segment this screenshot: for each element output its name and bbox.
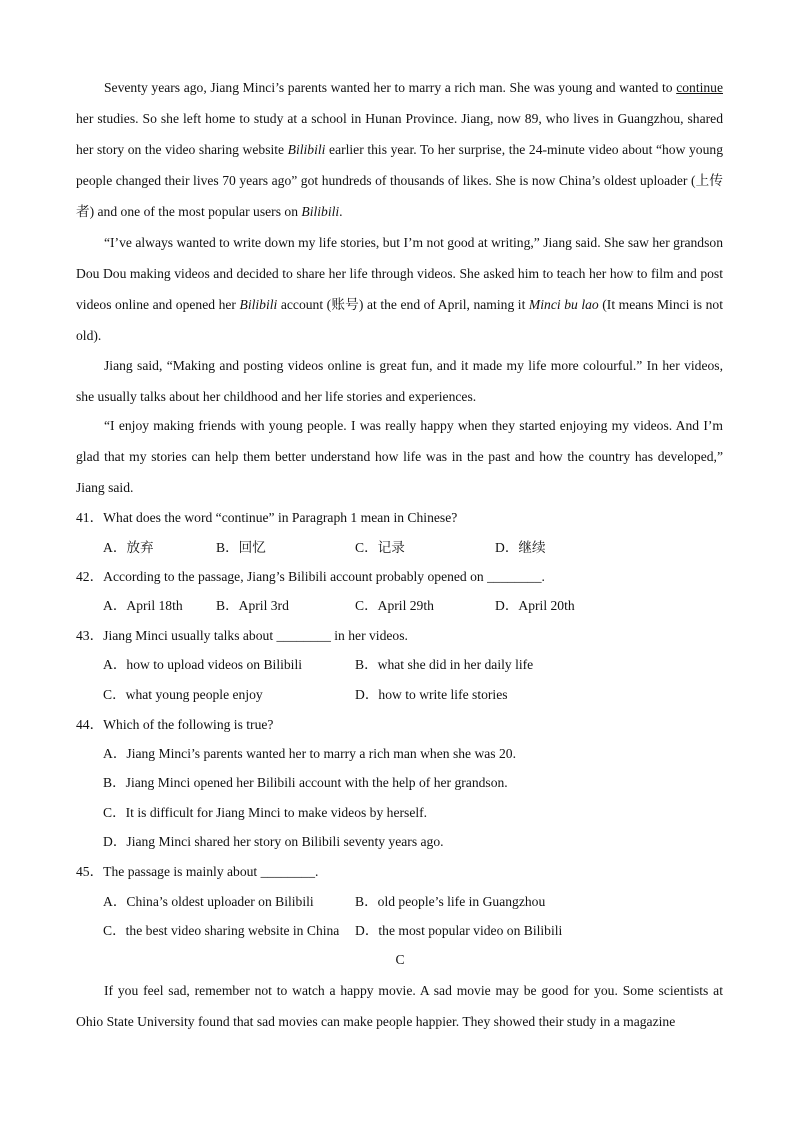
q42-option-d[interactable]: D．April 20th [495,598,575,613]
website-name: Bilibili [287,142,326,157]
question-44: 44．Which of the following is true? [76,717,274,732]
q42-option-c[interactable]: C．April 29th [355,598,434,613]
q45-option-b[interactable]: B．old people’s life in Guangzhou [355,894,546,909]
website-name: Bilibili [239,297,278,312]
website-name: Bilibili [301,204,340,219]
q45-option-d[interactable]: D．the most popular video on Bilibili [355,923,563,938]
q44-option-a[interactable]: A．Jiang Minci’s parents wanted her to marry a rich man when she was 20. [103,746,516,761]
paragraph-text: account (账号) at the end of April, naming it [277,297,529,312]
section-c-paragraph-1: If you feel sad, remember not to watch a happy movie. A sad movie may be good for you. Some scientists at Ohio State University found that sad movies can make people happier. They showed their study in a magazine [76,983,723,1029]
passage-paragraph-1 [76,72,723,227]
q41-option-c[interactable]: C．记录 [355,540,405,555]
question-43: 43．Jiang Minci usually talks about ________ in her videos. [76,628,408,643]
paragraph-text: . [339,204,343,219]
paragraph-text: (It means Minci is not old). [76,297,723,343]
q43-option-b[interactable]: B．what she did in her daily life [355,657,534,672]
underlined-word: continue [676,80,723,95]
q42-option-a[interactable]: A．April 18th [103,598,183,613]
passage-paragraph-3: Jiang said, “Making and posting videos online is great fun, and it made my life more colourful.” In her videos, she usually talks about her childhood and her life stories and experiences. [76,358,723,404]
q45-option-a[interactable]: A．China’s oldest uploader on Bilibili [103,894,314,909]
passage-paragraph-2 [76,227,723,351]
q41-option-d[interactable]: D．继续 [495,540,546,555]
account-name: Minci bu lao [528,297,599,312]
q41-option-a[interactable]: A．放弃 [103,540,154,555]
paragraph-text: earlier this year. To her surprise, the 24-minute video about “how young people changed their lives 70 years ago” got hundreds of thousands of likes. She is now China’s oldest uploader (上传者) and one of the most popular users on [76,142,723,219]
question-45: 45．The passage is mainly about ________. [76,864,319,879]
q43-option-a[interactable]: A．how to upload videos on Bilibili [103,657,302,672]
q45-option-c[interactable]: C．the best video sharing website in China [103,923,340,938]
paragraph-text: her studies. So she left home to study at a school in Hunan Province. Jiang, now 89, who lives in Guangzhou, shared her story on the video sharing website [76,111,723,157]
q43-option-c[interactable]: C．what young people enjoy [103,687,263,702]
question-41: 41．What does the word “continue” in Paragraph 1 mean in Chinese? [76,510,458,525]
q42-option-b[interactable]: B．April 3rd [216,598,289,613]
paragraph-text: Seventy years ago, Jiang Minci’s parents wanted her to marry a rich man. She was young and wanted to [104,80,677,95]
question-42: 42．According to the passage, Jiang’s Bilibili account probably opened on ________. [76,569,545,584]
q41-option-b[interactable]: B．回忆 [216,540,266,555]
passage-paragraph-4: “I enjoy making friends with young people. I was really happy when they started enjoying my videos. And I’m glad that my stories can help them better understand how life was in the past and how the country has developed,” Jiang said. [76,418,723,495]
q44-option-d[interactable]: D．Jiang Minci shared her story on Bilibili seventy years ago. [103,834,444,849]
paragraph-text: “I’ve always wanted to write down my life stories, but I’m not good at writing,” Jiang said. She saw her grandson Dou Dou making videos and decided to share her life through videos. She asked him to teach her how to film and post videos online and opened her [76,235,723,312]
q44-option-c[interactable]: C．It is difficult for Jiang Minci to make videos by herself. [103,805,428,820]
section-heading: C [395,952,405,967]
q44-option-b[interactable]: B．Jiang Minci opened her Bilibili account with the help of her grandson. [103,775,508,790]
q43-option-d[interactable]: D．how to write life stories [355,687,508,702]
